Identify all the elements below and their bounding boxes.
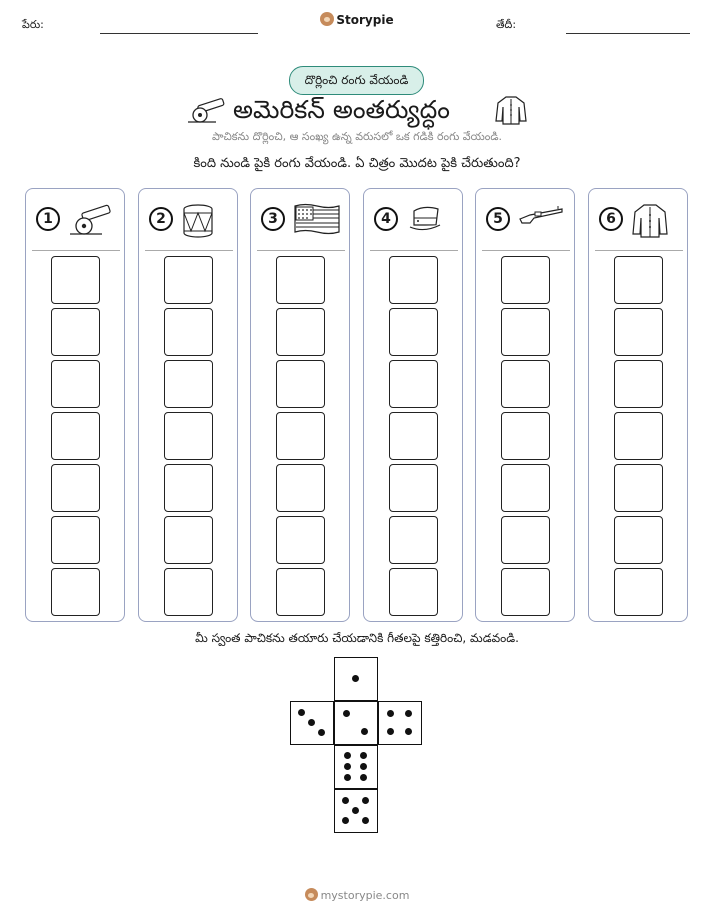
color-box[interactable] [51,308,100,356]
color-box[interactable] [501,464,550,512]
column-divider [482,250,570,251]
column-divider [595,250,683,251]
color-box[interactable] [389,568,438,616]
color-box[interactable] [276,464,325,512]
die-pip [344,763,351,770]
color-box[interactable] [164,308,213,356]
column-header [372,203,456,239]
musket-icon [518,203,564,231]
color-box[interactable] [164,360,213,408]
die-pip [362,817,369,824]
color-box[interactable] [614,360,663,408]
color-box[interactable] [389,308,438,356]
die-pip [360,752,367,759]
color-box[interactable] [614,516,663,564]
die-face-4 [378,701,422,745]
die-pip [343,710,350,717]
drum-icon [181,203,215,243]
page-title: అమెరికన్ అంతర్యుద్ధం [233,95,450,124]
uniform-coat-icon [494,95,528,125]
die-pip [387,710,394,717]
color-box[interactable] [276,412,325,460]
color-box[interactable] [276,256,325,304]
date-line [566,33,690,34]
color-box[interactable] [389,412,438,460]
name-label: పేరు: [22,18,44,31]
color-box[interactable] [164,516,213,564]
color-box[interactable] [51,568,100,616]
color-box[interactable] [51,256,100,304]
color-box[interactable] [276,308,325,356]
bear-logo-icon [305,888,318,901]
color-box[interactable] [614,412,663,460]
die-pip [360,774,367,781]
die-pip [342,817,349,824]
color-box[interactable] [614,568,663,616]
color-box[interactable] [276,516,325,564]
color-box[interactable] [614,464,663,512]
color-box[interactable] [51,412,100,460]
die-pip [344,774,351,781]
column-2 [138,188,238,622]
footer-url: mystorypie.com [320,889,410,902]
color-box[interactable] [51,464,100,512]
date-label: తేదీ: [496,18,517,31]
name-line [100,33,258,34]
color-box[interactable] [51,360,100,408]
color-box[interactable] [389,464,438,512]
column-5 [475,188,575,622]
die-pip [318,729,325,736]
bear-logo-icon [320,12,334,26]
activity-badge: దొర్లించి రంగు వేయండి [289,66,424,95]
die-pip [405,728,412,735]
instruction-text: కింది నుండి పైకి రంగు వేయండి. ఏ చిత్రం మొదట పైకి చేరుతుంది? [193,156,521,171]
color-box[interactable] [164,464,213,512]
cannon-icon [68,203,112,241]
die-face-2 [334,701,378,745]
brand-logo [0,12,714,27]
die-pip [360,763,367,770]
color-box[interactable] [164,256,213,304]
column-number: 3 [261,207,285,231]
color-box[interactable] [501,360,550,408]
color-box[interactable] [389,360,438,408]
column-divider [370,250,458,251]
die-pip [342,797,349,804]
die-pip [361,728,368,735]
subtitle: పాచికను దొర్లించి, ఆ సంఖ్య ఉన్న వరుసలో ఒక గడికి రంగు వేయండి. [212,130,502,143]
color-box[interactable] [389,516,438,564]
column-divider [32,250,120,251]
column-header [484,203,568,239]
color-box[interactable] [389,256,438,304]
die-pip [352,807,359,814]
column-divider [257,250,345,251]
column-header [597,203,681,239]
column-6 [588,188,688,622]
column-number: 5 [486,207,510,231]
column-header [147,203,231,239]
color-box[interactable] [276,568,325,616]
column-divider [145,250,233,251]
die-pip [362,797,369,804]
cannon-icon [186,98,226,124]
color-box[interactable] [614,256,663,304]
die-pip [352,675,359,682]
title-row [0,95,714,127]
color-box[interactable] [501,412,550,460]
die-face-3 [290,701,334,745]
die-pip [405,710,412,717]
color-box[interactable] [614,308,663,356]
color-box[interactable] [501,568,550,616]
die-face-6 [334,745,378,789]
die-face-1 [334,657,378,701]
cut-instruction: మీ స్వంత పాచికను తయారు చేయడానికి గీతలపై కత్తిరించి, మడవండి. [195,631,519,645]
column-4 [363,188,463,622]
column-number: 2 [149,207,173,231]
column-3 [250,188,350,622]
color-box[interactable] [276,360,325,408]
column-number: 4 [374,207,398,231]
column-header [259,203,343,239]
color-box[interactable] [164,568,213,616]
die-pip [387,728,394,735]
uniform-coat-icon [631,203,669,243]
die-pip [308,719,315,726]
color-box[interactable] [164,412,213,460]
footer [0,888,714,902]
column-1 [25,188,125,622]
flag-icon [293,203,341,239]
die-pip [344,752,351,759]
column-header [34,203,118,239]
die-pip [298,709,305,716]
color-box[interactable] [51,516,100,564]
color-box[interactable] [501,516,550,564]
color-box[interactable] [501,308,550,356]
die-face-5 [334,789,378,833]
brand-name: Storypie [336,13,394,27]
column-number: 1 [36,207,60,231]
column-number: 6 [599,207,623,231]
kepi-hat-icon [406,203,446,239]
color-box[interactable] [501,256,550,304]
